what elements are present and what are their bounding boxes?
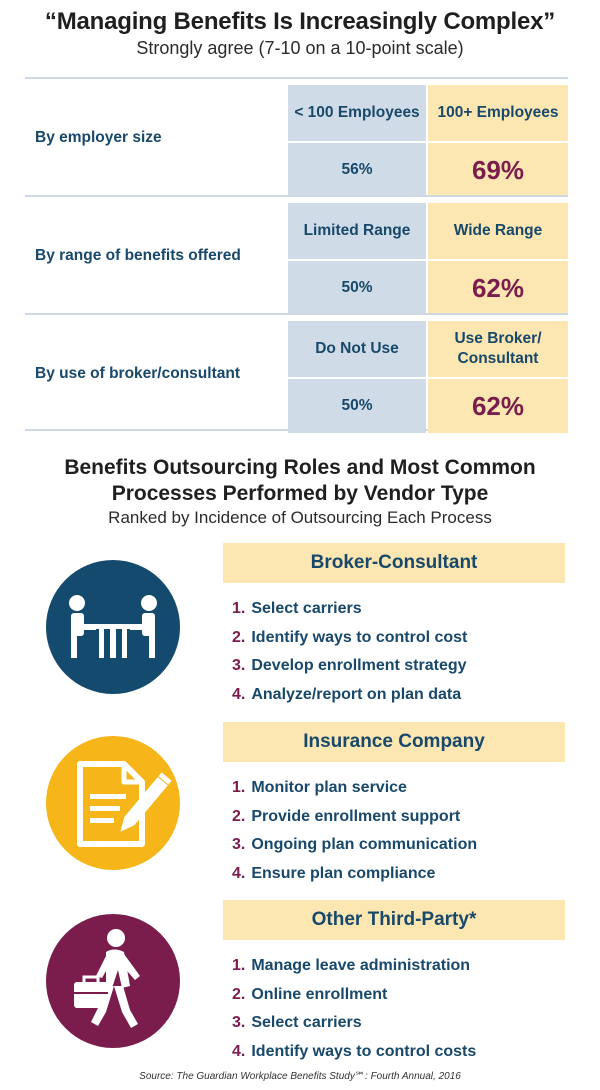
list-item — [232, 831, 477, 860]
row-label: By employer size — [35, 129, 162, 146]
process-list — [232, 774, 477, 888]
meeting-people-icon — [46, 560, 180, 694]
list-item — [232, 595, 467, 624]
process-text: Online enrollment — [251, 985, 388, 1003]
column-header: Do Not Use — [288, 321, 426, 377]
process-text: Select carriers — [251, 1014, 362, 1032]
rank-number: 3. — [232, 836, 246, 854]
list-item — [232, 652, 467, 681]
rank-number: 1. — [232, 600, 246, 618]
process-text: Ongoing plan communication — [251, 836, 478, 854]
list-item — [232, 774, 477, 803]
section-title-line: Processes Performed by Vendor Type — [111, 482, 489, 505]
list-item — [232, 624, 467, 653]
source-note: Source: The Guardian Workplace Benefits Study℠: Fourth Annual, 2016 — [139, 1071, 461, 1082]
vendor-insurance-company — [0, 722, 600, 897]
section-subtitle: Ranked by Incidence of Outsourcing Each Process — [108, 508, 492, 527]
process-text: Identify ways to control costs — [251, 1042, 477, 1060]
column-header: Use Broker/ Consultant — [428, 321, 568, 377]
rank-number: 4. — [232, 685, 246, 703]
process-text: Ensure plan compliance — [251, 864, 436, 882]
value-cell-highlight: 62% — [428, 261, 568, 315]
agreement-table — [25, 77, 568, 431]
table-row — [25, 195, 568, 313]
value-cell-highlight: 69% — [428, 143, 568, 197]
rank-number: 4. — [232, 864, 246, 882]
list-item — [232, 860, 477, 889]
row-label: By use of broker/consultant — [35, 365, 240, 382]
rank-number: 1. — [232, 779, 246, 797]
column-header: 100+ Employees — [428, 85, 568, 141]
list-item — [232, 681, 467, 710]
walking-person-briefcase-icon — [46, 914, 180, 1048]
process-text: Monitor plan service — [251, 779, 407, 797]
section-title-line: Benefits Outsourcing Roles and Most Common — [64, 456, 536, 479]
column-header: < 100 Employees — [288, 85, 426, 141]
table-row — [25, 313, 568, 431]
value-cell: 50% — [288, 379, 426, 433]
value-cell: 50% — [288, 261, 426, 315]
page-title: “Managing Benefits Is Increasingly Complex” — [44, 8, 556, 35]
rank-number: 1. — [232, 957, 246, 975]
rank-number: 2. — [232, 807, 246, 825]
process-text: Provide enrollment support — [251, 807, 461, 825]
list-item — [232, 1009, 476, 1038]
vendor-other-third-party — [0, 900, 600, 1075]
page-subtitle: Strongly agree (7-10 on a 10-point scale) — [136, 38, 464, 58]
vendor-heading: Broker-Consultant — [223, 543, 565, 583]
process-text: Analyze/report on plan data — [251, 685, 462, 703]
process-text: Select carriers — [251, 600, 362, 618]
rank-number: 2. — [232, 985, 246, 1003]
list-item — [232, 981, 476, 1010]
value-cell: 56% — [288, 143, 426, 197]
list-item — [232, 952, 476, 981]
list-item — [232, 803, 477, 832]
table-row — [25, 77, 568, 195]
column-header: Wide Range — [428, 203, 568, 259]
value-cell-highlight: 62% — [428, 379, 568, 433]
column-header: Limited Range — [288, 203, 426, 259]
process-text: Manage leave administration — [251, 957, 471, 975]
rank-number: 3. — [232, 657, 246, 675]
process-text: Develop enrollment strategy — [251, 657, 467, 675]
vendor-heading: Insurance Company — [223, 722, 565, 762]
vendor-heading: Other Third-Party* — [223, 900, 565, 940]
row-label: By range of benefits offered — [35, 247, 241, 264]
process-list — [232, 952, 476, 1066]
section-title — [0, 455, 600, 507]
list-item — [232, 1038, 476, 1067]
process-list — [232, 595, 467, 709]
rank-number: 3. — [232, 1014, 246, 1032]
process-text: Identify ways to control cost — [251, 628, 468, 646]
rank-number: 2. — [232, 628, 246, 646]
vendor-broker-consultant — [0, 543, 600, 718]
document-pencil-icon — [46, 736, 180, 870]
rank-number: 4. — [232, 1042, 246, 1060]
